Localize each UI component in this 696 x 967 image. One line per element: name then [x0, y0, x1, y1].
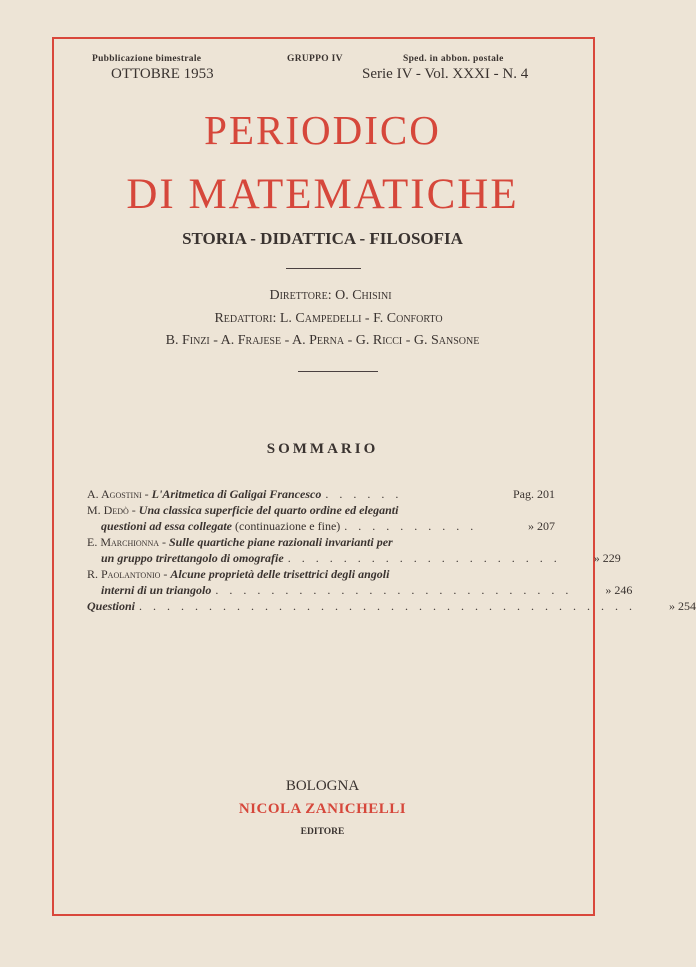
toc-page: » 246	[605, 583, 633, 597]
toc-author: R. Paolantonio -	[87, 567, 171, 581]
dot-leader: . . . . . . . . . . . . . . . . . . . . . . . . . .	[215, 583, 573, 597]
title-line-2: DI MATEMATICHE	[126, 171, 519, 218]
group-label: GRUPPO IV	[287, 54, 343, 64]
toc-title: Una classica superficie del quarto ordine ed eleganti	[138, 503, 399, 517]
publisher-city: BOLOGNA	[285, 778, 360, 794]
redattori: Redattori: L. Campedelli - F. Conforto	[214, 311, 443, 326]
dot-leader: . . . . . .	[325, 487, 403, 501]
dot-leader: . . . . . . . . . .	[344, 519, 478, 533]
director: Direttore: O. Chisini	[269, 288, 392, 303]
toc-title-cont: interni di un triangolo	[101, 583, 212, 597]
toc-page: » 254	[669, 599, 696, 613]
toc-entry	[87, 582, 633, 598]
toc-entry	[87, 518, 555, 534]
toc-entry	[87, 598, 696, 614]
toc-title: Sulle quartiche piane razionali invarianti per	[169, 535, 393, 549]
toc-title-cont: un gruppo trirettangolo di omografie	[101, 551, 284, 565]
publisher-role: EDITORE	[300, 827, 345, 837]
toc-entry	[87, 550, 621, 566]
toc-title: Questioni	[87, 599, 136, 613]
toc-page: » 207	[528, 519, 555, 533]
toc-author: E. Marchionna -	[87, 535, 169, 549]
toc-title: L'Aritmetica di Galigai Francesco	[151, 487, 322, 501]
toc-page: Pag. 201	[513, 487, 555, 501]
toc-author: M. Dedò -	[87, 503, 139, 517]
other-editors: B. Finzi - A. Frajese - A. Perna - G. Ricci - G. Sansone	[165, 333, 480, 348]
issue-date: OTTOBRE 1953	[111, 66, 214, 82]
toc-title: Alcune proprietà delle trisettrici degli angoli	[170, 567, 390, 581]
summary-heading: SOMMARIO	[266, 441, 379, 457]
toc-author: A. Agostini -	[87, 487, 152, 501]
title-line-1: PERIODICO	[204, 107, 441, 153]
frequency-label: Pubblicazione bimestrale	[92, 54, 202, 64]
issue-series: Serie IV - Vol. XXXI - N. 4	[362, 66, 529, 82]
subtitle: STORIA - DIDATTICA - FILOSOFIA	[182, 229, 463, 248]
toc-title-cont: questioni ad essa collegate	[101, 519, 232, 533]
toc-entry	[87, 486, 555, 502]
dot-leader: . . . . . . . . . . . . . . . . . . . . . . . . . . . . . . . . . . . .	[139, 599, 637, 613]
divider	[286, 268, 361, 269]
toc-note: (continuazione e fine)	[232, 519, 341, 533]
dot-leader: . . . . . . . . . . . . . . . . . . . .	[287, 551, 561, 565]
divider	[298, 371, 378, 372]
postal-label: Sped. in abbon. postale	[403, 54, 504, 64]
publisher-name: NICOLA ZANICHELLI	[238, 801, 407, 817]
table-of-contents	[87, 486, 696, 614]
toc-page: » 229	[593, 551, 621, 565]
